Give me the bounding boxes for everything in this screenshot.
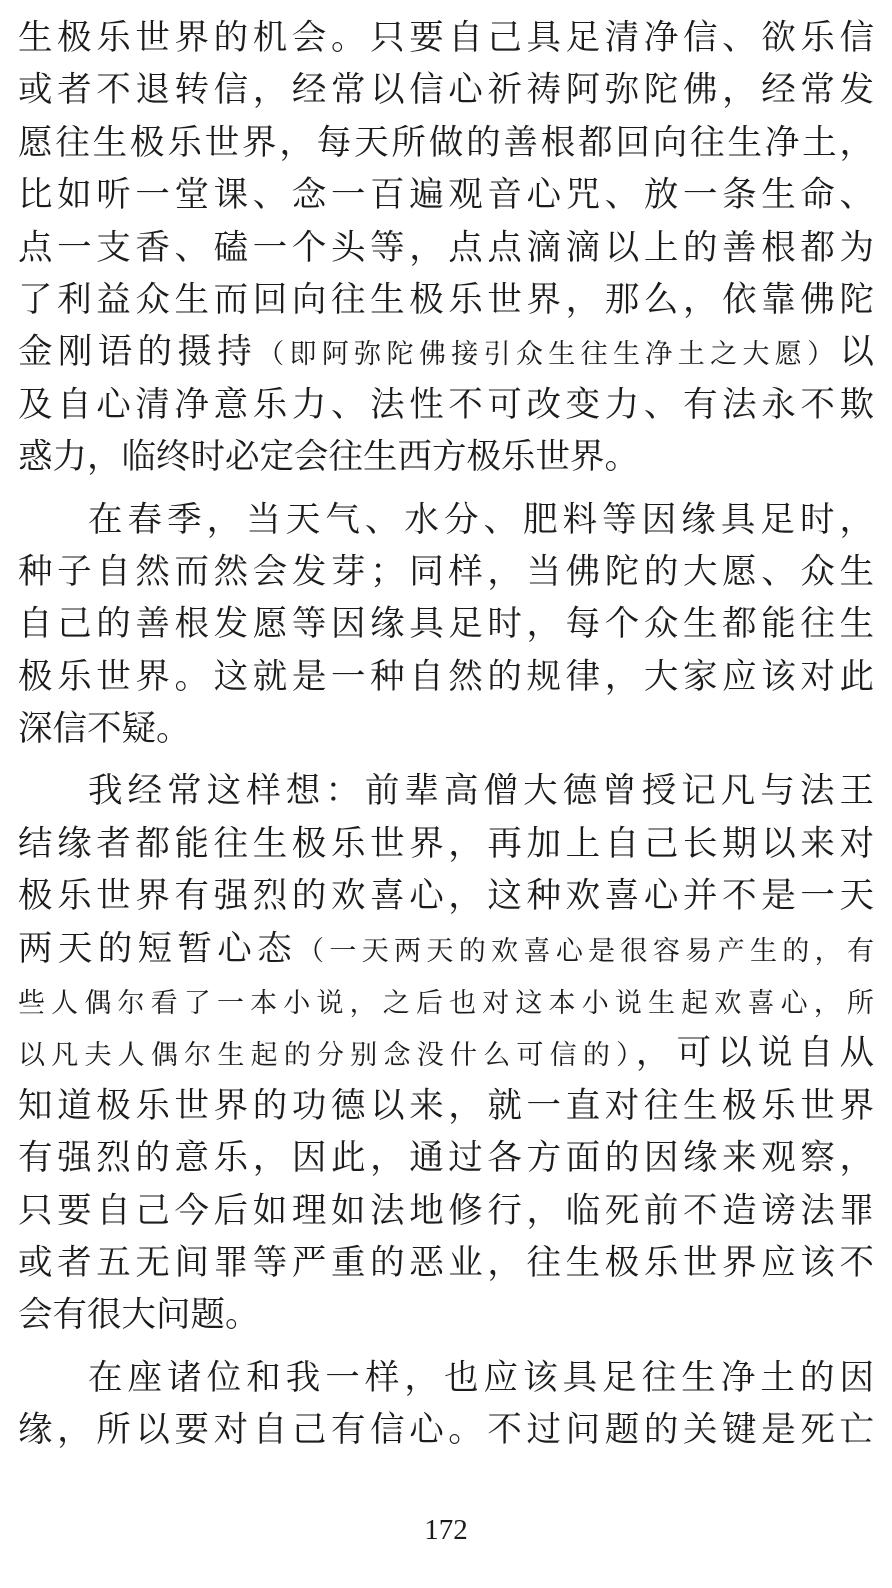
text-line: 愿往生极乐世界，每天所做的善根都回向往生净土， <box>18 122 874 163</box>
annotation-note: （一天两天的欢喜心是很容易产生的，有 <box>296 935 874 967</box>
line-tail-text: 以 <box>839 332 874 373</box>
text-line: 种子自然而然会发芽；同样，当佛陀的大愿、众生 <box>18 551 874 592</box>
text-line: 惑力，临终时必定会往生西方极乐世界。 <box>18 437 639 478</box>
annotation-note: （即阿弥陀佛接引众生往生净土之大愿） <box>257 339 840 371</box>
paragraph-1 <box>18 12 874 484</box>
line-tail-text: ，可以说自从 <box>635 1033 874 1074</box>
text-line: 我经常这样想：前辈高僧大德曾授记凡与法王 <box>88 771 874 812</box>
annotation-note: 以凡夫人偶尔生起的分别念没什么可信的） <box>18 1040 636 1072</box>
text-line: 点一支香、磕一个头等，点点滴滴以上的善根都为 <box>18 227 874 268</box>
text-line: 及自心清净意乐力、法性不可改变力、有法永不欺 <box>18 384 874 425</box>
text-line-with-note <box>18 326 874 378</box>
paragraph-3 <box>18 765 874 1341</box>
text-line: 缘，所以要对自己有信心。不过问题的关键是死亡 <box>18 1410 874 1451</box>
text-line: 或者五无间罪等严重的恶业，往生极乐世界应该不 <box>18 1242 874 1283</box>
text-line: 极乐世界有强烈的欢喜心，这种欢喜心并不是一天 <box>18 876 874 917</box>
text-line: 极乐世界。这就是一种自然的规律，大家应该对此 <box>18 656 874 697</box>
line-main-text: 两天的短暂心态 <box>18 928 297 969</box>
paragraph-4 <box>18 1352 874 1457</box>
text-line: 在座诸位和我一样，也应该具足往生净土的因 <box>88 1357 874 1398</box>
text-line: 了利益众生而回向往生极乐世界，那么，依靠佛陀 <box>18 279 874 320</box>
annotation-note: 些人偶尔看了一本小说，之后也对这本小说生起欢喜心，所 <box>18 988 874 1020</box>
text-line: 深信不疑。 <box>18 709 191 750</box>
text-line-with-note <box>18 1027 874 1079</box>
text-line: 比如听一堂课、念一百遍观音心咒、放一条生命、 <box>18 175 874 216</box>
text-line: 知道极乐世界的功德以来，就一直对往生极乐世界 <box>18 1085 874 1126</box>
text-line: 有强烈的意乐，因此，通过各方面的因缘来观察， <box>18 1138 874 1179</box>
line-main-text: 金刚语的摄持 <box>18 332 258 373</box>
page-body <box>18 12 874 1467</box>
text-line: 生极乐世界的机会。只要自己具足清净信、欲乐信 <box>18 18 874 58</box>
text-line: 只要自己今后如理如法地修行，临死前不造谤法罪 <box>18 1190 874 1231</box>
text-line: 会有很大问题。 <box>18 1295 260 1336</box>
text-line-with-note <box>18 923 874 975</box>
text-line-with-note <box>18 975 874 1027</box>
text-line: 结缘者都能往生极乐世界，再加上自己长期以来对 <box>18 823 874 864</box>
text-line: 或者不退转信，经常以信心祈祷阿弥陀佛，经常发 <box>18 70 874 111</box>
page-number: 172 <box>424 1514 468 1546</box>
text-line: 在春季，当天气、水分、肥料等因缘具足时， <box>88 499 874 540</box>
paragraph-2 <box>18 494 874 756</box>
text-line: 自己的善根发愿等因缘具足时，每个众生都能往生 <box>18 604 874 645</box>
